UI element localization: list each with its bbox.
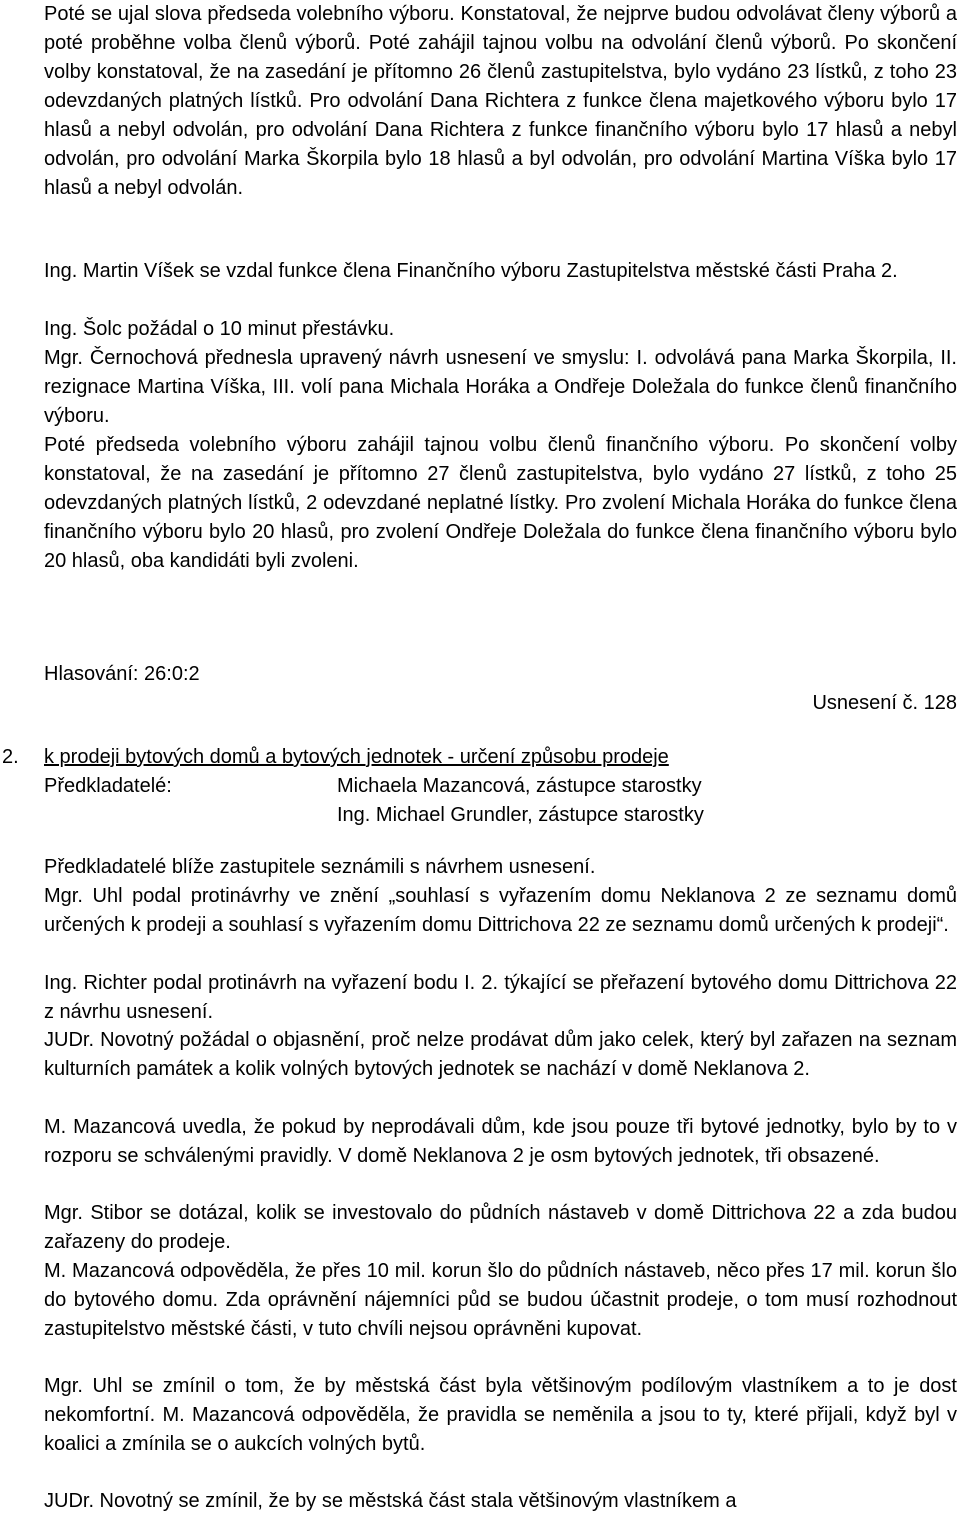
paragraph-uhl-remark: Mgr. Uhl se zmínil o tom, že by městská část byla většinovým podílovým vlastníkem a to je dost nekomfortní. M. Mazancová odpověděla, že pravidla se neměnila a jsou to ty, které přijali, když byl v koalici a zmínila se o aukcích volných bytů. (44, 1375, 957, 1455)
paragraph-uhl-counterproposal: Mgr. Uhl podal protinávrhy ve znění „souhlasí s vyřazením domu Neklanova 2 ze seznamu domů určených k prodeji a souhlasí s vyřazením domu Dittrichova 22 ze seznamu domů určených k prodeji“. (44, 885, 957, 936)
paragraph-novotny-question: JUDr. Novotný požádal o objasnění, proč nelze prodávat dům jako celek, který byl zařazen na seznam kulturních památek a kolik volných bytových jednotek se nachází v domě Neklanova 2. (44, 1029, 957, 1080)
paragraph-finance-committee-vote: Poté předseda volebního výboru zahájil tajnou volbu členů finančního výboru. Po skončení volby konstatoval, že na zasedání je přítomno 27 členů zastupitelstva, bylo vydáno 27 lístků, z toho 25 odevzdaných platných lístků, 2 odevzdané neplatné lístky. Pro zvolení Michala Horáka do funkce člena finančního výboru bylo 20 hlasů, pro zvolení Ondřeje Doležala do funkce člena finančního výboru bylo 20 hlasů, oba kandidáti byli zvoleni. (44, 434, 957, 572)
paragraph-resolution-proposal: Mgr. Černochová přednesla upravený návrh usnesení ve smyslu: I. odvolává pana Marka Škorpila, II. rezignace Martina Víška, III. volí pana Michala Horáka a Ondřeje Doležala do funkce členů finančního výboru. (44, 347, 957, 427)
resolution-number: Usnesení č. 128 (812, 692, 957, 714)
presenter-1: Michaela Mazancová, zástupce starostky (337, 775, 702, 797)
paragraph-vishek-resignation: Ing. Martin Víšek se vzdal funkce člena Finančního výboru Zastupitelstva městské části Praha 2. (44, 260, 898, 282)
paragraph-mazancova-answer-2: M. Mazancová odpověděla, že přes 10 mil. korun šlo do půdních nástaveb, něco přes 17 mil. korun šlo do bytového domu. Zda oprávnění nájemníci půd se budou účastnit prodeje, o tom musí rozhodnout zastupitelstvo městské části, v tuto chvíli nejsou oprávněni kupovat. (44, 1260, 957, 1340)
paragraph-stibor-question: Mgr. Stibor se dotázal, kolik se investovalo do půdních nástaveb v domě Dittrichova 22 a zda budou zařazeny do prodeje. (44, 1202, 957, 1253)
paragraph-presenters-intro: Předkladatelé blíže zastupitele seznámili s návrhem usnesení. (44, 856, 596, 878)
presenter-2: Ing. Michael Grundler, zástupce starostky (337, 804, 704, 826)
paragraph-committee-recall: Poté se ujal slova předseda volebního výboru. Konstatoval, že nejprve budou odvolávat členy výborů a poté proběhne volba členů výborů. Poté zahájil tajnou volbu na odvolání členů výborů. Po skončení volby konstatoval, že na zasedání je přítomno 26 členů zastupitelstva, bylo vydáno 23 lístků, z toho 23 odevzdaných platných lístků. Pro odvolání Dana Richtera z funkce člena majetkového výboru bylo 17 hlasů a nebyl odvolán, pro odvolání Dana Richtera z funkce finančního výboru bylo 17 hlasů a nebyl odvolán, pro odvolání Marka Škorpila bylo 18 hlasů a byl odvolán, pro odvolání Martina Víška bylo 17 hlasů a nebyl odvolán. (44, 3, 957, 199)
item-title: k prodeji bytových domů a bytových jednotek - určení způsobu prodeje (44, 746, 669, 768)
item-number: 2. (2, 746, 19, 768)
paragraph-break-request: Ing. Šolc požádal o 10 minut přestávku. (44, 318, 395, 340)
vote-result: Hlasování: 26:0:2 (44, 663, 200, 685)
paragraph-mazancova-answer-1: M. Mazancová uvedla, že pokud by neprodávali dům, kde jsou pouze tři bytové jednotky, bylo by to v rozporu se schválenými pravidly. V domě Neklanova 2 je osm bytových jednotek, tři obsazené. (44, 1116, 957, 1167)
paragraph-richter-counterproposal: Ing. Richter podal protinávrh na vyřazení bodu I. 2. týkající se přeřazení bytového domu Dittrichova 22 z návrhu usnesení. (44, 972, 957, 1023)
presenters-label: Předkladatelé: (44, 775, 172, 797)
paragraph-novotny-remark: JUDr. Novotný se zmínil, že by se městská část stala většinovým vlastníkem a (44, 1490, 737, 1512)
